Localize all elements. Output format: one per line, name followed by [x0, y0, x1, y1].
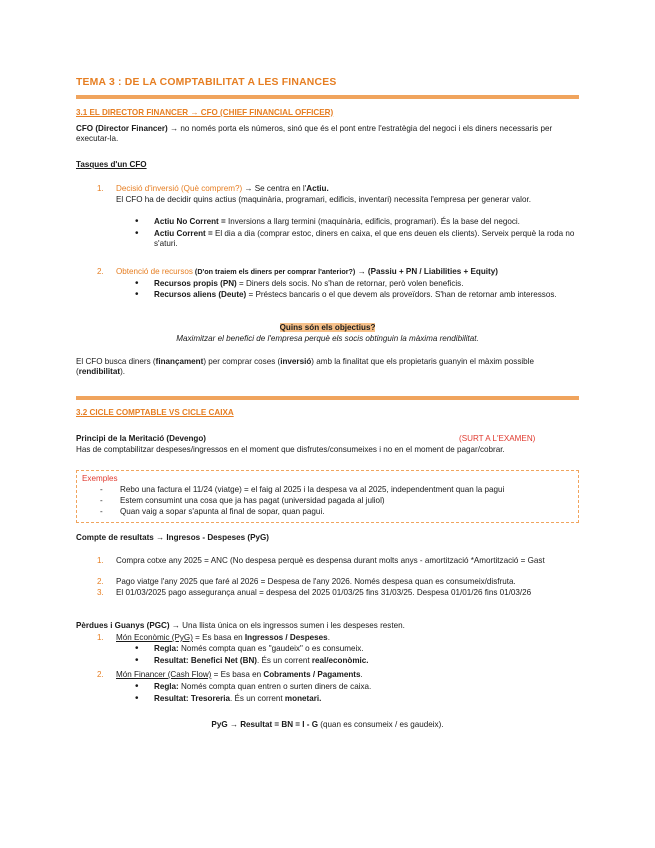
page-title: TEMA 3 : DE LA COMPTABILITAT A LES FINANCES [76, 77, 337, 88]
financial-result: Resultat: Tresoreria. És un corrent monetari. [154, 694, 322, 703]
dash-icon: - [100, 485, 103, 494]
list-number: 1. [97, 184, 104, 193]
bullet-icon: • [135, 228, 139, 239]
results-item: Pago viatge l'any 2025 que faré al 2026 = Despesa de l'any 2026. Només despesa quan es consumeix/disfruta. [116, 577, 516, 586]
bullet-non-current-assets: Actiu No Corrent = Inversions a llarg termini (maquinària, edificis, programari). És la base del negoci. [154, 217, 520, 226]
results-item: El 01/03/2025 pago assegurança anual = despesa del 2025 01/03/25 fins 31/03/25. Despesa 01/01/26 fins 01/03/26 [116, 588, 532, 597]
task-investment-title: Decisió d'inversió (Què comprem?) → Se centra en l'Actiu. [116, 184, 329, 193]
bullet-icon: • [135, 655, 139, 666]
financial-rule: Regla: Només compta quan entren o surten diners de caixa. [154, 682, 372, 691]
bullet-own-resources: Recursos propis (PN) = Diners dels socis. No s'han de retornar, però volen beneficis. [154, 279, 464, 288]
bullet-current-assets: Actiu Corrent = El dia a dia (comprar estoc, diners en caixa, el que ens deuen els clients). Serveix perquè la roda no s'aturi. [154, 229, 575, 249]
list-number: 1. [97, 556, 104, 565]
bullet-icon: • [135, 643, 139, 654]
economic-result: Resultat: Benefici Net (BN). És un corrent real/econòmic. [154, 656, 369, 665]
bullet-icon: • [135, 278, 139, 289]
bullet-external-resources: Recursos aliens (Deute) = Préstecs bancaris o el que devem als proveïdors. S'han de retornar amb interessos. [154, 290, 557, 299]
results-title: Compte de resultats → Ingresos - Despeses (PyG) [76, 533, 269, 542]
pgc-line: Pèrdues i Guanys (PGC) → Una llista única on els ingressos sumen i les despeses resten. [76, 621, 405, 630]
section-heading-3-2: 3.2 CICLE COMPTABLE VS CICLE CAIXA [76, 408, 234, 417]
bullet-icon: • [135, 289, 139, 300]
list-number: 2. [97, 267, 104, 276]
list-number: 3. [97, 588, 104, 597]
dash-icon: - [100, 507, 103, 516]
example-item: Quan vaig a sopar s'apunta al final de sopar, quan pagui. [120, 507, 325, 516]
cfo-summary: El CFO busca diners (finançament) per comprar coses (inversió) amb la finalitat que els propietaris guanyin el màxim possible (rendibilitat). [76, 357, 534, 377]
principle-desc: Has de comptabilitzar despeses/ingressos en el moment que disfrutes/consumeixes i no en el moment de pagar/cobrar. [76, 445, 505, 454]
section-divider [76, 396, 579, 400]
bullet-icon: • [135, 681, 139, 692]
section-heading-3-1: 3.1 EL DIRECTOR FINANCER → CFO (CHIEF FINANCIAL OFFICER) [76, 108, 334, 117]
bullet-icon: • [135, 216, 139, 227]
list-number: 2. [97, 670, 104, 679]
examples-title: Exemples [82, 474, 118, 483]
example-item: Estem consumint una cosa que ja has pagat (universidad pagada al juliol) [120, 496, 385, 505]
financial-world: Món Financer (Cash Flow) = Es basa en Cobraments / Pagaments. [116, 670, 363, 679]
pyg-formula: PyG → Resultat = BN = I - G (quan es consumeix / es gaudeix). [211, 720, 444, 729]
list-number: 1. [97, 633, 104, 642]
example-item: Rebo una factura el 11/24 (viatge) = el faig al 2025 i la despesa va al 2025, independentment quan la pagui [120, 485, 505, 494]
task-investment-desc: El CFO ha de decidir quins actius (maquinària, programari, edificis, inventari) necessita l'empresa per generar valor. [116, 195, 531, 204]
cfo-term: CFO (Director Financer) [76, 124, 168, 133]
exam-note: (SURT A L'EXAMEN) [459, 434, 536, 443]
results-item: Compra cotxe any 2025 = ANC (No despesa perquè es despensa durant molts anys - amortització *Amortització = Gast [116, 556, 545, 565]
dash-icon: - [100, 496, 103, 505]
principle-title: Principi de la Meritació (Devengo) [76, 434, 206, 443]
cfo-intro: CFO (Director Financer) → no només porta els números, sinó que és el pont entre l'estratègia del negoci i els diners necessaris per executar-la. [76, 124, 553, 144]
economic-rule: Regla: Només compta quan es "gaudeix" o es consumeix. [154, 644, 364, 653]
task-resources-title: Obtenció de recursos (D'on traiem els diners per comprar l'anterior?) → (Passiu + PN / Liabilities + Equity) [116, 267, 498, 276]
tasks-heading: Tasques d'un CFO [76, 160, 147, 169]
section-divider [76, 95, 579, 99]
list-number: 2. [97, 577, 104, 586]
bullet-icon: • [135, 693, 139, 704]
economic-world: Món Econòmic (PyG) = Es basa en Ingressos / Despeses. [116, 633, 330, 642]
objectives-answer: Maximitzar el benefici de l'empresa perquè els socis obtinguin la màxima rendibilitat. [176, 334, 479, 343]
objectives-question: Quins són els objectius? [279, 323, 376, 332]
